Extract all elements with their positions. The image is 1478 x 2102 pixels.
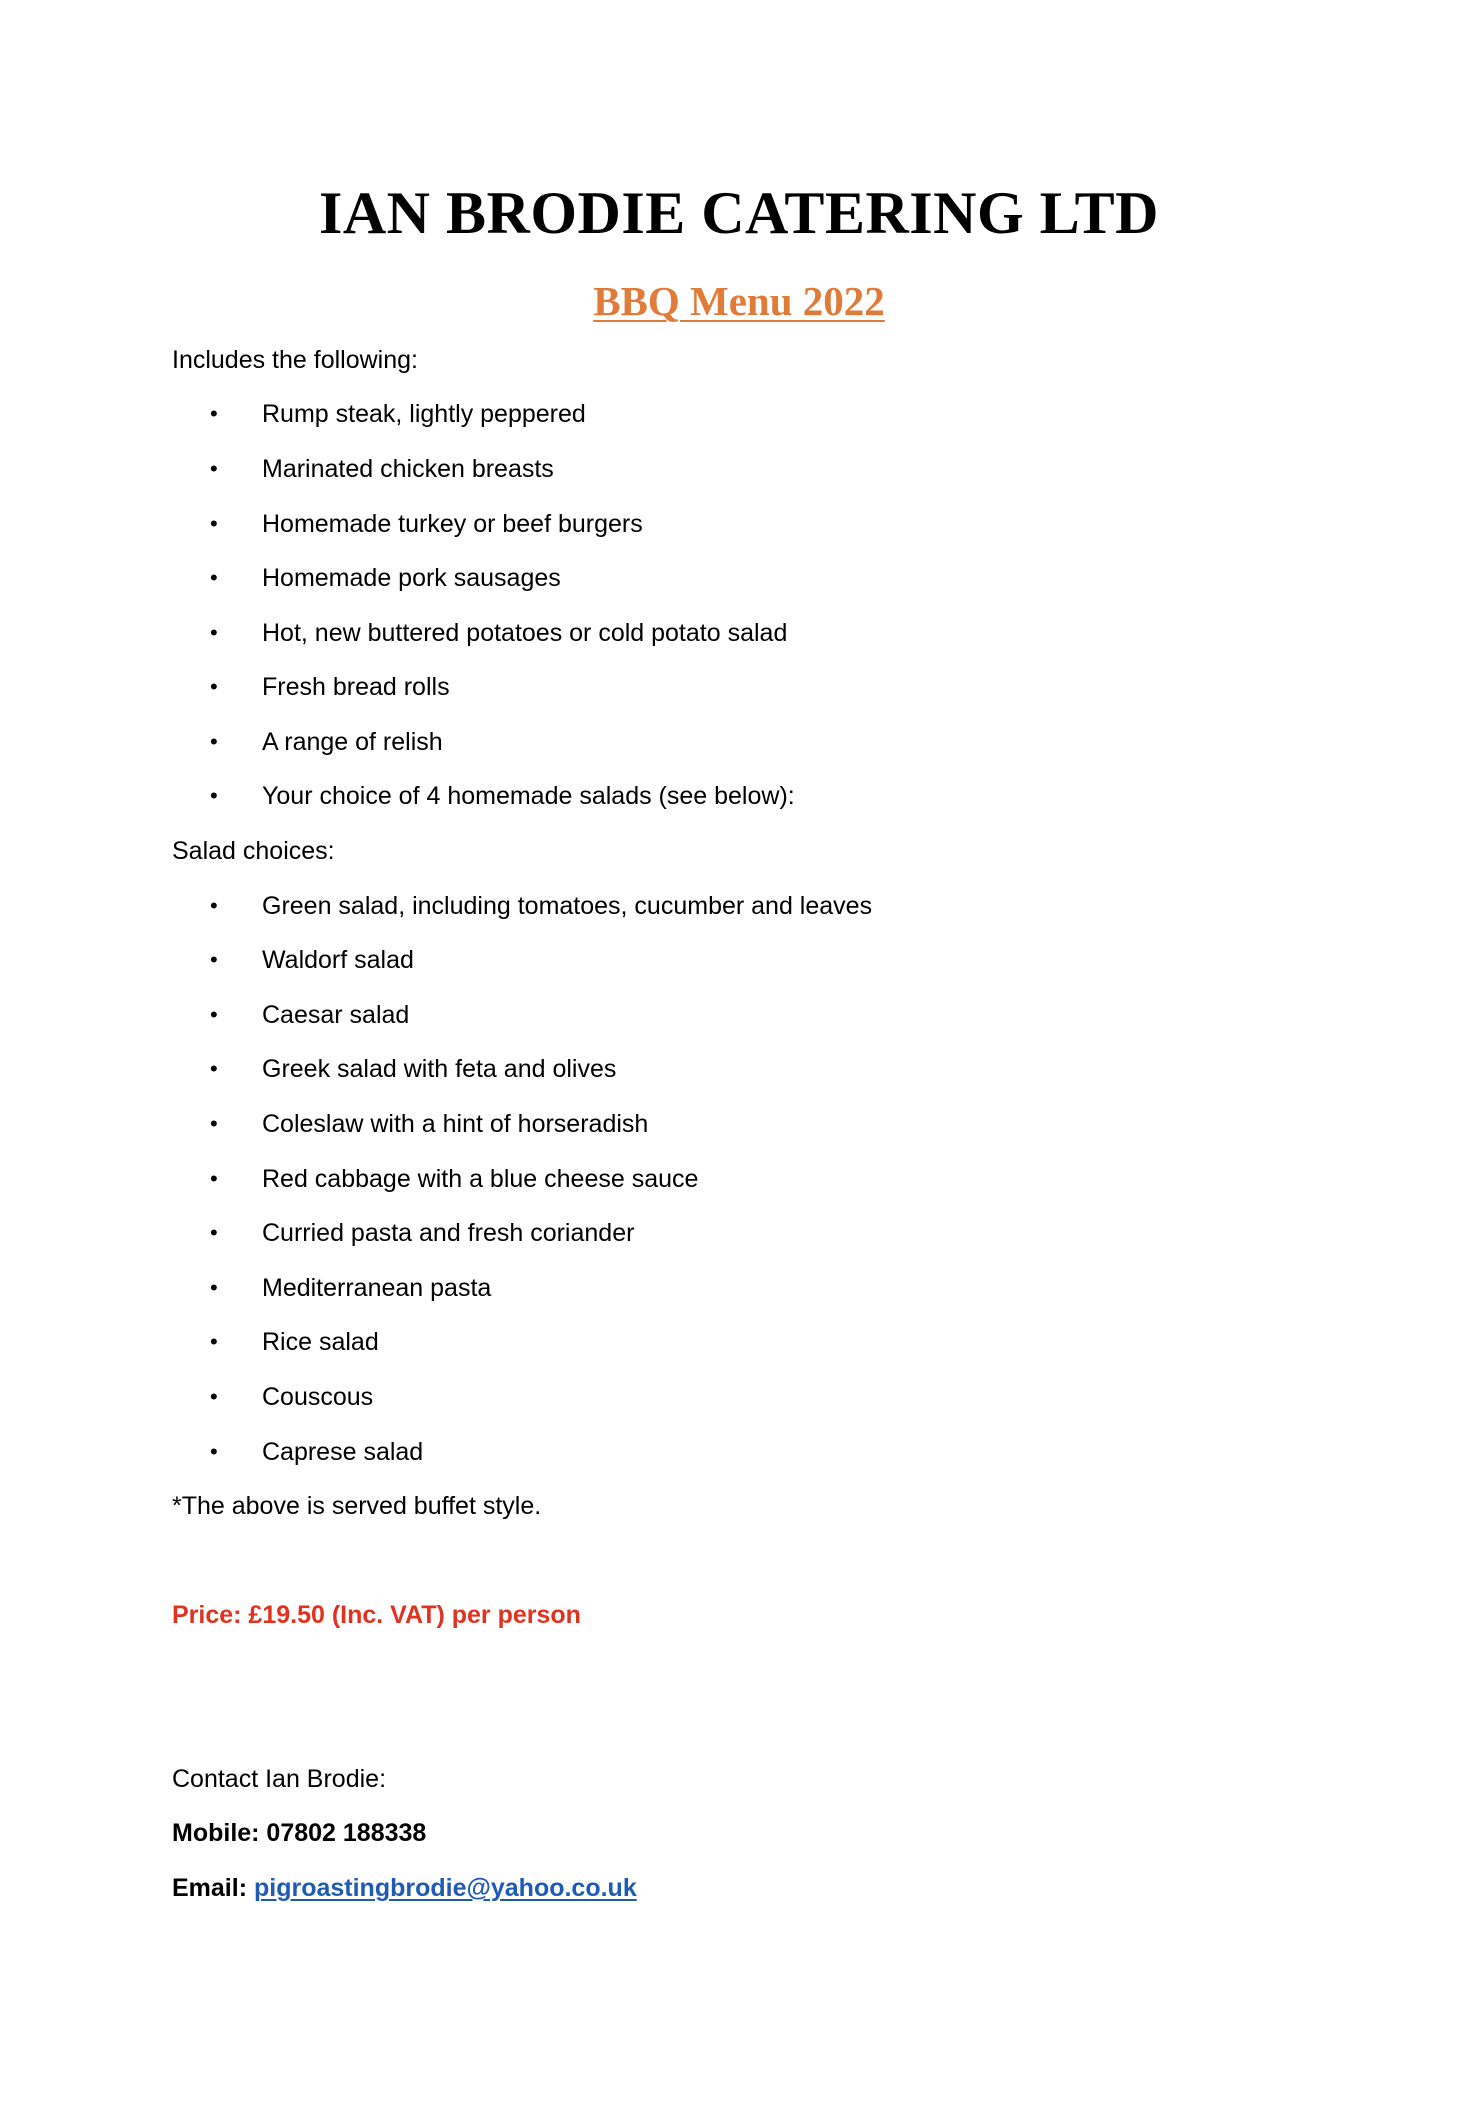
list-item-text: Homemade turkey or beef burgers [262,510,643,538]
bullet-icon: • [210,729,218,754]
list-item-text: Green salad, including tomatoes, cucumber and leaves [262,892,873,920]
includes-heading: Includes the following: [172,346,418,374]
bullet-icon: • [210,893,218,918]
list-item-text: Waldorf salad [262,946,414,974]
email-link[interactable]: pigroastingbrodie@yahoo.co.uk [253,1874,637,1902]
price-line: Price: £19.50 (Inc. VAT) per person [172,1601,581,1629]
list-item-text: Greek salad with feta and olives [262,1055,617,1083]
bullet-icon: • [210,565,218,590]
email-line [172,1871,637,1905]
bullet-icon: • [210,511,218,536]
mobile-line: Mobile: 07802 188338 [172,1819,427,1847]
email-label: Email: [172,1874,254,1902]
bullet-icon: • [210,1275,218,1300]
bullet-icon: • [210,1056,218,1081]
list-item-text: Caesar salad [262,1001,410,1029]
list-item-text: A range of relish [262,728,443,756]
bullet-icon: • [210,1002,218,1027]
bullet-icon: • [210,1329,218,1354]
list-item-text: Marinated chicken breasts [262,455,554,483]
list-item-text: Couscous [262,1383,374,1411]
list-item-text: Mediterranean pasta [262,1274,492,1302]
list-item-text: Fresh bread rolls [262,673,450,701]
list-item-text: Curried pasta and fresh coriander [262,1219,635,1247]
list-item-text: Red cabbage with a blue cheese sauce [262,1165,699,1193]
list-item-text: Caprese salad [262,1438,424,1466]
list-item-text: Homemade pork sausages [262,564,561,592]
bullet-icon: • [210,947,218,972]
company-title: IAN BRODIE CATERING LTD [318,180,1159,246]
bullet-icon: • [210,620,218,645]
bullet-icon: • [210,401,218,426]
bullet-icon: • [210,1384,218,1409]
bullet-icon: • [210,1166,218,1191]
list-item-text: Rump steak, lightly peppered [262,400,586,428]
list-item-text: Your choice of 4 homemade salads (see below): [262,782,795,810]
buffet-note: *The above is served buffet style. [172,1492,542,1520]
bullet-icon: • [210,456,218,481]
bullet-icon: • [210,1111,218,1136]
contact-heading: Contact Ian Brodie: [172,1765,387,1793]
bullet-icon: • [210,1439,218,1464]
list-item-text: Rice salad [262,1328,379,1356]
bullet-icon: • [210,783,218,808]
list-item-text: Hot, new buttered potatoes or cold potato salad [262,619,788,647]
bullet-icon: • [210,1220,218,1245]
menu-subtitle: BBQ Menu 2022 [593,278,885,324]
bullet-icon: • [210,674,218,699]
list-item-text: Coleslaw with a hint of horseradish [262,1110,649,1138]
salad-heading: Salad choices: [172,837,335,865]
